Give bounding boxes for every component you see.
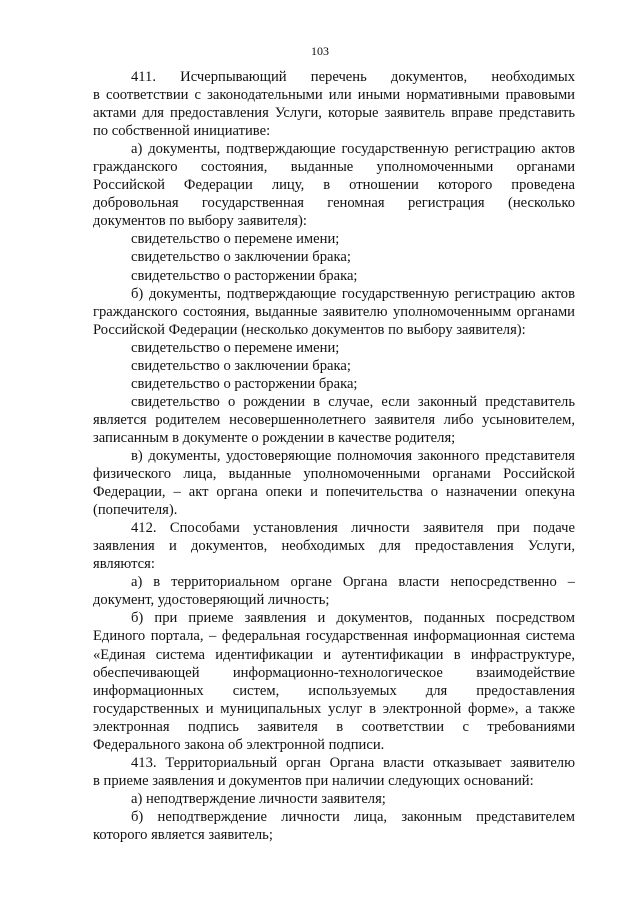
text-line: Единого портала, – федеральная государственная информационная система (93, 628, 575, 645)
text-line: свидетельство о заключении брака; (131, 249, 351, 266)
text-line: заявления и документов, необходимых для предоставления Услуги, (93, 538, 575, 555)
text-line: Федерации, – акт органа опеки и попечительства о назначении опекуна (93, 484, 575, 501)
text-line: является родителем несовершеннолетнего заявителя либо усыновителем, (93, 411, 575, 428)
page-number: 103 (311, 44, 329, 58)
text-line: документов по выбору заявителя): (93, 213, 307, 230)
text-line: в соответствии с законодательными или иными нормативными правовыми (93, 87, 575, 104)
text-line: по собственной инициативе: (93, 123, 271, 140)
text-line: являются: (93, 556, 155, 573)
text-line: гражданского состояния, выданные заявителю уполномоченнымм органами (93, 303, 575, 320)
text-line: а) документы, подтверждающие государственную регистрацию актов (131, 141, 575, 158)
text-line: в приеме заявления и документов при наличии следующих оснований: (93, 772, 534, 789)
text-line: гражданского состояния, выданные уполномоченными органами (93, 159, 575, 176)
text-line: а) в территориальном органе Органа власти непосредственно – (131, 574, 575, 591)
text-line: свидетельство о перемене имени; (131, 231, 340, 248)
document-body (93, 68, 575, 844)
text-line: в) документы, удостоверяющие полномочия законного представителя (131, 447, 575, 464)
text-line: б) неподтверждение личности лица, законным представителем (131, 808, 575, 825)
text-line: информационных систем, используемых для предоставления (93, 682, 575, 699)
text-line: 411. Исчерпывающий перечень документов, необходимых (131, 69, 575, 85)
text-line: которого является заявитель; (93, 826, 273, 843)
text-line: свидетельство о перемене имени; (131, 339, 340, 356)
text-line: б) документы, подтверждающие государственную регистрацию актов (131, 285, 575, 302)
text-line: записанным в документе о рождении в качестве родителя; (93, 429, 456, 446)
text-line: добровольная государственная геномная регистрация (несколько (93, 195, 575, 212)
text-line: свидетельство о расторжении брака; (131, 375, 358, 392)
text-line: актами для предоставления Услуги, которые заявитель вправе представить (93, 105, 575, 122)
text-line: Российской Федерации лицу, в отношении которого проведена (93, 177, 575, 194)
text-line: б) при приеме заявления и документов, поданных посредством (131, 610, 575, 627)
text-line: «Единая система идентификации и аутентификации в инфраструктуре, (93, 646, 575, 663)
text-line: (попечителя). (93, 502, 178, 519)
text-line: физического лица, выданные уполномоченными органами Российской (93, 466, 575, 483)
text-line: свидетельство о рождении в случае, если законный представитель (131, 393, 575, 410)
text-line: а) неподтверждение личности заявителя; (131, 790, 386, 807)
text-line: электронная подпись заявителя в соответствии с требованиями (93, 718, 575, 735)
text-line: Российской Федерации (несколько документов по выбору заявителя): (93, 321, 526, 338)
text-line: Федерального закона об электронной подписи. (93, 736, 385, 753)
text-line: 413. Территориальный орган Органа власти отказывает заявителю (131, 754, 575, 771)
text-line: свидетельство о расторжении брака; (131, 267, 358, 284)
text-line: свидетельство о заключении брака; (131, 357, 351, 374)
text-line: 412. Способами установления личности заявителя при подаче (131, 520, 575, 537)
text-line: документ, удостоверяющий личность; (93, 592, 330, 609)
text-line: обеспечивающей информационно-технологическое взаимодействие (93, 664, 575, 681)
text-line: государственных и муниципальных услуг в электронной форме», а также (93, 700, 575, 717)
